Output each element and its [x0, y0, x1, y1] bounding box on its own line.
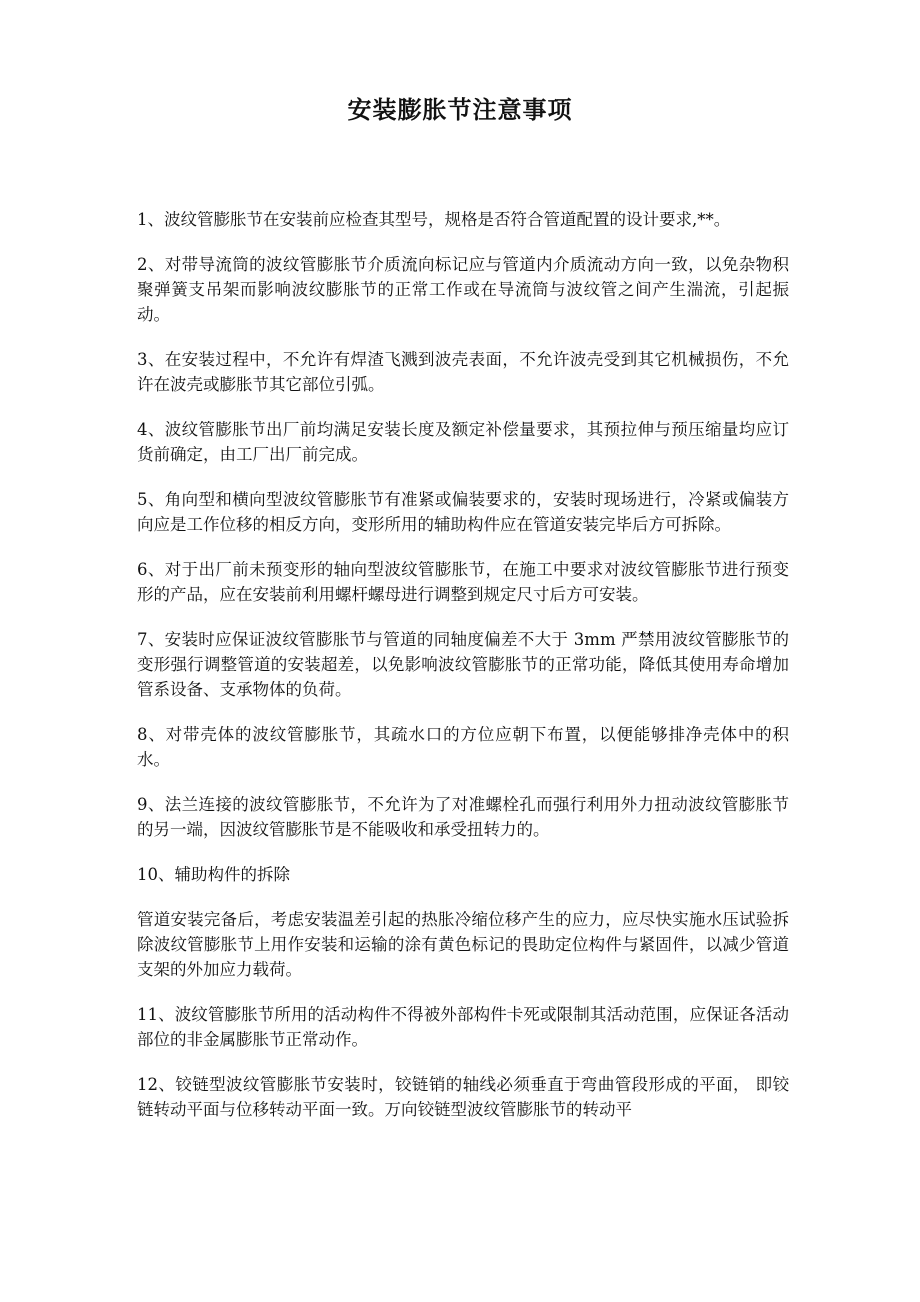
section-heading-10: 10、辅助构件的拆除 [137, 865, 290, 884]
paragraph-5: 5、角向型和横向型波纹管膨胀节有准紧或偏装要求的，安装时现场进行，冷紧或偏装方向应是工作位移的相反方向，变形所用的辅助构件应在管道安装完毕后方可拆除。 [137, 490, 789, 534]
paragraph-10-body: 管道安装完备后，考虑安装温差引起的热胀冷缩位移产生的应力，应尽快实施水压试验拆除波纹管膨胀节上用作安装和运输的涂有黄色标记的畏助定位构件与紧固件，以减少管道支架的外加应力载荷。 [137, 910, 789, 979]
paragraph-9: 9、法兰连接的波纹管膨胀节，不允许为了对准螺栓孔而强行利用外力扭动波纹管膨胀节的另一端，因波纹管膨胀节是不能吸收和承受扭转力的。 [137, 795, 789, 839]
paragraph-8: 8、对带壳体的波纹管膨胀节，其疏水口的方位应朝下布置，以便能够排净壳体中的积水。 [137, 725, 789, 769]
document-body [137, 207, 789, 1142]
paragraph-11: 11、波纹管膨胀节所用的活动构件不得被外部构件卡死或限制其活动范围，应保证各活动部位的非金属膨胀节正常动作。 [137, 1005, 789, 1049]
paragraph-12: 12、铰链型波纹管膨胀节安装时，铰链销的轴线必须垂直于弯曲管段形成的平面， 即铰链转动平面与位移转动平面一致。万向铰链型波纹管膨胀节的转动平 [137, 1075, 789, 1119]
paragraph-1: 1、波纹管膨胀节在安装前应检查其型号，规格是否符合管道配置的设计要求,**。 [137, 210, 731, 229]
paragraph-6: 6、对于出厂前未预变形的轴向型波纹管膨胀节，在施工中要求对波纹管膨胀节进行预变形的产品，应在安装前利用螺杆螺母进行调整到规定尺寸后方可安装。 [137, 560, 789, 604]
document-title: 安装膨胀节注意事项 [347, 96, 573, 124]
paragraph-3: 3、在安装过程中，不允许有焊渣飞溅到波壳表面，不允许波壳受到其它机械损伤，不允许在波壳或膨胀节其它部位引弧。 [137, 350, 789, 394]
paragraph-2: 2、对带导流筒的波纹管膨胀节介质流向标记应与管道内介质流动方向一致，以免杂物积聚弹簧支吊架而影响波纹膨胀节的正常工作或在导流筒与波纹管之间产生湍流，引起振动。 [137, 255, 789, 324]
paragraph-4: 4、波纹管膨胀节出厂前均满足安装长度及额定补偿量要求，其预拉伸与预压缩量均应订货前确定，由工厂出厂前完成。 [137, 420, 789, 464]
paragraph-7: 7、安装时应保证波纹管膨胀节与管道的同轴度偏差不大于 3mm 严禁用波纹管膨胀节的变形强行调整管道的安装超差，以免影响波纹管膨胀节的正常功能，降低其使用寿命增加管系设备、支承物体的负荷。 [137, 630, 789, 699]
